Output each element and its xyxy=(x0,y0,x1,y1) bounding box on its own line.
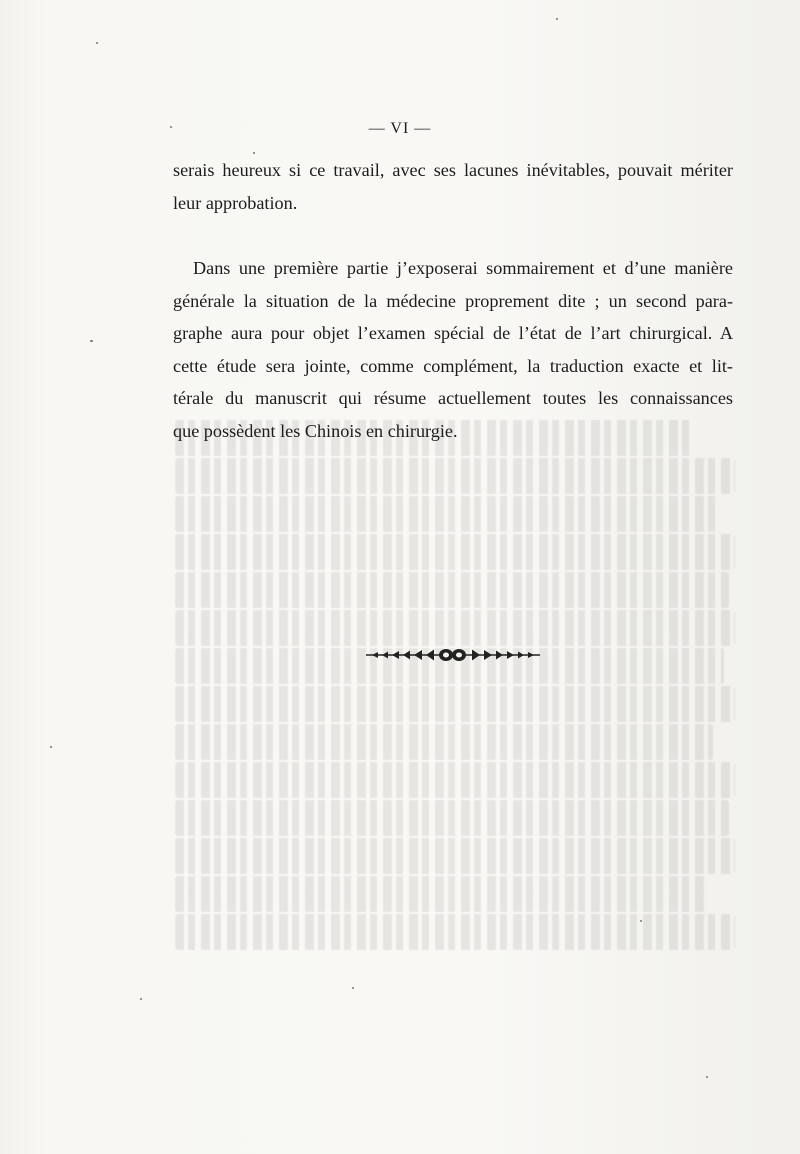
text-line: que possèdent les Chinois en chirurgie. xyxy=(173,420,458,441)
text-line: graphe aura pour objet l’examen spécial de l’état de l’art chirurgical. A xyxy=(173,323,733,343)
paragraph-2 xyxy=(173,252,733,447)
text-line: serais heureux si ce travail, avec ses lacunes inévitables, pouvait mériter xyxy=(173,160,733,180)
text-line: leur approbation. xyxy=(173,192,298,213)
page-folio: — VI — xyxy=(368,120,432,137)
body-text xyxy=(173,154,733,447)
tailpiece-ornament-icon xyxy=(366,647,540,663)
text-line: cette étude sera jointe, comme complément, la traduction exacte et lit- xyxy=(173,355,733,376)
show-through-bleed xyxy=(175,420,735,980)
text-line: générale la situation de la médecine proprement dite ; un second para- xyxy=(173,290,733,311)
text-line: Dans une première partie j’exposerai sommairement et d’une manière xyxy=(193,258,733,278)
paragraph-1 xyxy=(173,154,733,219)
text-line: térale du manuscrit qui résume actuellement toutes les connaissances xyxy=(173,388,733,408)
